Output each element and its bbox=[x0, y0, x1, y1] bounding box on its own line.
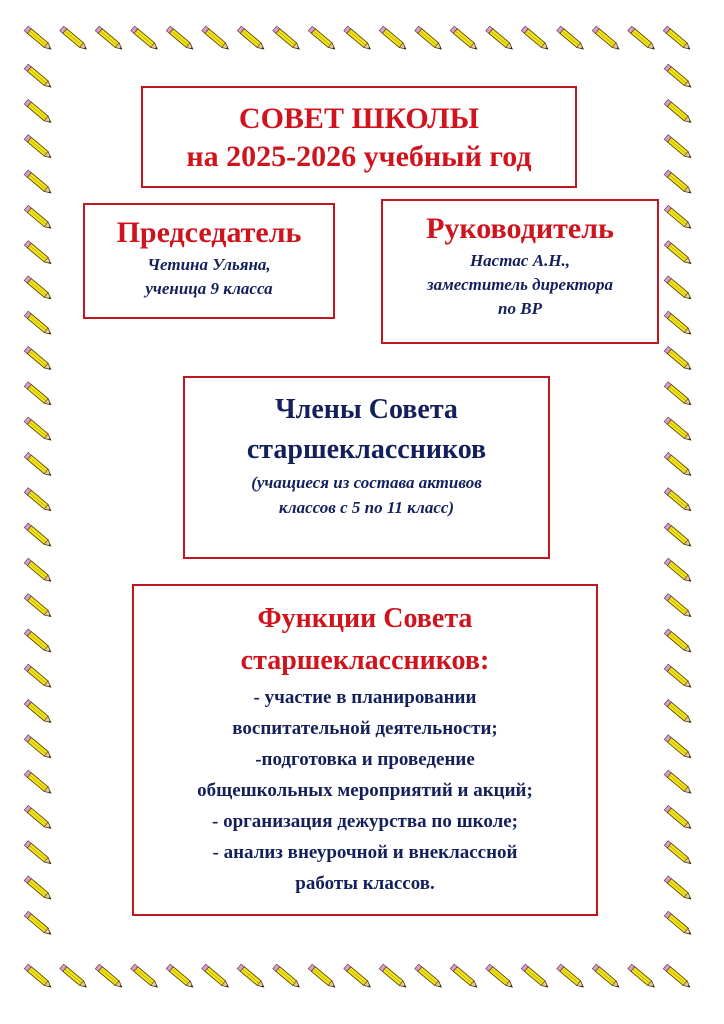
pencil-icon bbox=[344, 26, 372, 51]
chairman-heading: Председатель bbox=[116, 216, 302, 249]
pencil-icon bbox=[24, 241, 52, 266]
pencil-icon bbox=[24, 594, 52, 619]
members-note: (учащиеся из состава активов bbox=[251, 473, 482, 492]
pencil-icon bbox=[664, 629, 692, 654]
list-item: - анализ внеурочной и внеклассной bbox=[212, 842, 518, 863]
pencil-icon bbox=[664, 276, 692, 301]
supervisor-role-department: по ВР bbox=[498, 299, 542, 318]
pencil-icon bbox=[664, 841, 692, 866]
pencil-icon bbox=[592, 26, 620, 51]
pencil-icon bbox=[379, 964, 407, 989]
pencil-icon bbox=[60, 964, 88, 989]
pencil-icon bbox=[308, 26, 336, 51]
pencil-icon bbox=[557, 26, 585, 51]
pencil-icon bbox=[415, 26, 443, 51]
pencil-icon bbox=[131, 964, 159, 989]
pencil-icon bbox=[202, 964, 230, 989]
pencil-icon bbox=[24, 382, 52, 407]
pencil-icon bbox=[24, 276, 52, 301]
pencil-icon bbox=[24, 770, 52, 795]
pencil-icon bbox=[486, 964, 514, 989]
pencil-icon bbox=[24, 311, 52, 336]
pencil-icon bbox=[664, 700, 692, 725]
pencil-icon bbox=[664, 99, 692, 124]
pencil-icon bbox=[308, 964, 336, 989]
list-item: воспитательной деятельности; bbox=[232, 718, 498, 739]
chairman-name: Четина Ульяна, bbox=[147, 255, 271, 274]
pencil-icon bbox=[415, 964, 443, 989]
pencil-icon bbox=[663, 964, 691, 989]
list-item: - участие в планировании bbox=[253, 687, 477, 708]
pencil-icon bbox=[664, 452, 692, 477]
pencil-icon bbox=[557, 964, 585, 989]
supervisor-role: заместитель директора bbox=[426, 275, 613, 294]
pencil-icon bbox=[344, 964, 372, 989]
pencil-icon bbox=[24, 558, 52, 583]
pencil-icon bbox=[24, 911, 52, 936]
pencil-icon bbox=[273, 964, 301, 989]
title-box bbox=[141, 86, 577, 188]
pencil-icon bbox=[664, 523, 692, 548]
chairman-role: ученица 9 класса bbox=[145, 279, 273, 298]
pencil-icon bbox=[24, 664, 52, 689]
members-note-line2: классов с 5 по 11 класс) bbox=[278, 498, 455, 517]
pencil-icon bbox=[166, 26, 194, 51]
pencil-icon bbox=[24, 205, 52, 230]
pencil-icon bbox=[24, 452, 52, 477]
pencil-icon bbox=[450, 964, 478, 989]
pencil-icon bbox=[95, 964, 123, 989]
pencil-icon bbox=[521, 26, 549, 51]
pencil-icon bbox=[131, 26, 159, 51]
pencil-icon bbox=[24, 26, 52, 51]
pencil-icon bbox=[628, 964, 656, 989]
pencil-icon bbox=[664, 205, 692, 230]
pencil-icon bbox=[24, 876, 52, 901]
school-year: на 2025-2026 учебный год bbox=[186, 140, 532, 173]
pencil-icon bbox=[664, 382, 692, 407]
pencil-icon bbox=[664, 347, 692, 372]
chairman-box bbox=[83, 203, 335, 319]
pencil-icon bbox=[24, 805, 52, 830]
pencil-icon bbox=[24, 735, 52, 760]
pencil-icon bbox=[95, 26, 123, 51]
pencil-icon bbox=[664, 311, 692, 336]
pencil-icon bbox=[664, 170, 692, 195]
page-title: СОВЕТ ШКОЛЫ bbox=[238, 102, 480, 135]
pencil-icon bbox=[24, 135, 52, 160]
list-item: общешкольных мероприятий и акций; bbox=[197, 780, 533, 801]
list-item: -подготовка и проведение bbox=[255, 749, 475, 770]
pencil-icon bbox=[664, 735, 692, 760]
pencil-icon bbox=[664, 558, 692, 583]
pencil-icon bbox=[202, 26, 230, 51]
pencil-icon bbox=[379, 26, 407, 51]
pencil-icon bbox=[273, 26, 301, 51]
pencil-icon bbox=[450, 26, 478, 51]
pencil-icon bbox=[664, 488, 692, 513]
pencil-icon bbox=[24, 841, 52, 866]
functions-box bbox=[132, 584, 598, 916]
pencil-icon bbox=[24, 523, 52, 548]
pencil-icon bbox=[237, 26, 265, 51]
members-heading: Члены Совета bbox=[275, 394, 458, 425]
members-box bbox=[183, 376, 550, 559]
pencil-icon bbox=[592, 964, 620, 989]
pencil-icon bbox=[664, 770, 692, 795]
pencil-icon bbox=[664, 241, 692, 266]
pencil-icon bbox=[24, 700, 52, 725]
pencil-icon bbox=[664, 64, 692, 89]
supervisor-name: Настас А.Н., bbox=[469, 251, 571, 270]
list-item: - организация дежурства по школе; bbox=[212, 811, 518, 832]
members-heading-line2: старшеклассников bbox=[246, 434, 487, 465]
pencil-icon bbox=[237, 964, 265, 989]
pencil-icon bbox=[628, 26, 656, 51]
functions-heading: Функции Совета bbox=[257, 603, 473, 634]
pencil-icon bbox=[664, 876, 692, 901]
pencil-icon bbox=[664, 594, 692, 619]
pencil-icon bbox=[24, 629, 52, 654]
pencil-icon bbox=[24, 64, 52, 89]
pencil-icon bbox=[486, 26, 514, 51]
pencil-icon bbox=[521, 964, 549, 989]
pencil-icon bbox=[664, 911, 692, 936]
pencil-icon bbox=[166, 964, 194, 989]
supervisor-box bbox=[381, 199, 659, 344]
pencil-icon bbox=[24, 964, 52, 989]
supervisor-heading: Руководитель bbox=[426, 212, 614, 245]
functions-heading-line2: старшеклассников: bbox=[240, 645, 490, 676]
pencil-icon bbox=[24, 99, 52, 124]
pencil-icon bbox=[24, 417, 52, 442]
pencil-icon bbox=[664, 805, 692, 830]
list-item: работы классов. bbox=[295, 873, 435, 894]
pencil-icon bbox=[24, 347, 52, 372]
pencil-icon bbox=[664, 417, 692, 442]
pencil-icon bbox=[24, 488, 52, 513]
pencil-icon bbox=[664, 135, 692, 160]
pencil-icon bbox=[663, 26, 691, 51]
pencil-icon bbox=[60, 26, 88, 51]
pencil-icon bbox=[24, 170, 52, 195]
pencil-icon bbox=[664, 664, 692, 689]
